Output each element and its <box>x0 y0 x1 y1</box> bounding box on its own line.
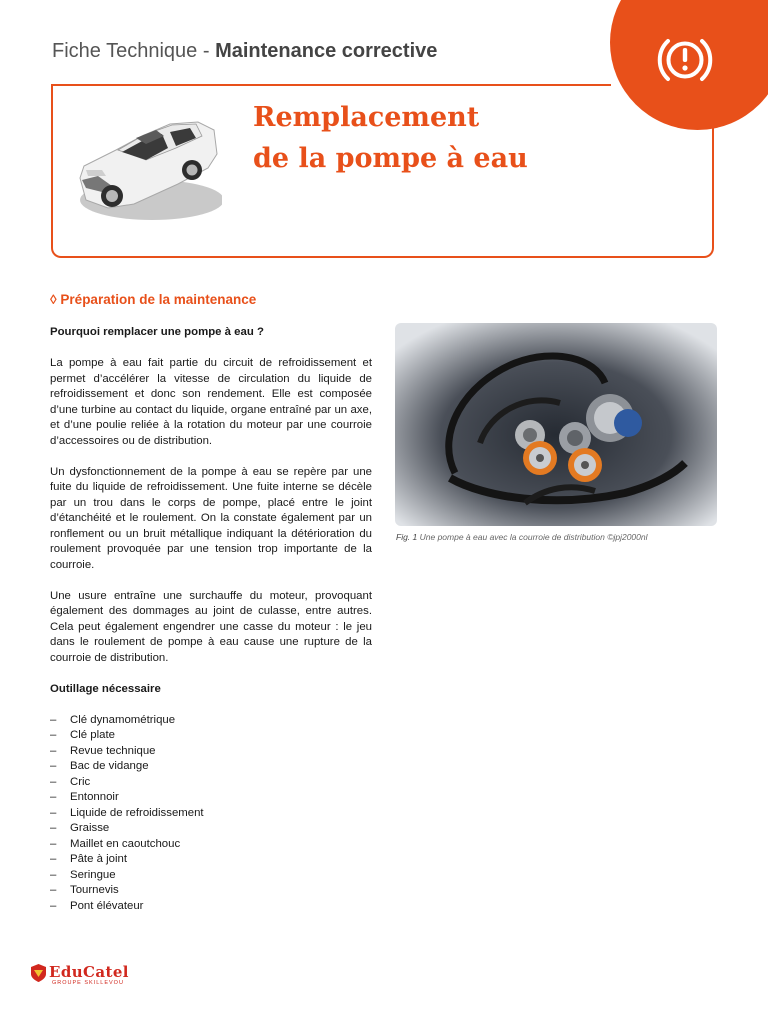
tool-item: – Entonnoir <box>50 790 372 806</box>
tool-item: – Maillet en caoutchouc <box>50 837 372 853</box>
page-title <box>253 97 528 179</box>
header-prefix: Fiche Technique - <box>52 40 216 62</box>
tool-item: – Tournevis <box>50 883 372 899</box>
educatel-logo <box>30 963 129 988</box>
tool-item: – Revue technique <box>50 744 372 760</box>
tools-heading: Outillage nécessaire <box>50 682 161 695</box>
title-line-1: Remplacement <box>253 102 480 133</box>
header-category: Maintenance corrective <box>215 40 438 62</box>
paragraph-2: Un dysfonctionnement de la pompe à eau se repère par une fuite du liquide de refroidissement. Une fuite interne se décèle par un trou dans le corps de pompe, placé entre le joint d’étanchéité et le roulement. On la constate également par un ronflement ou un bruit métallique indiquant la détérioration du roulement provoquée par une tension trop importante de la courroie. <box>50 465 372 571</box>
tool-item: – Pâte à joint <box>50 852 372 868</box>
tool-item: – Graisse <box>50 821 372 837</box>
tools-list <box>50 713 372 915</box>
logo-wordmark: EduCatel <box>49 963 129 981</box>
tool-item: – Cric <box>50 775 372 791</box>
tool-item: – Bac de vidange <box>50 759 372 775</box>
paragraph-1: La pompe à eau fait partie du circuit de refroidissement et permet d’accélérer la vitesse de circulation du liquide de refroidissement et donc son rendement. Elle est composée d’une turbine au contact du liquide, organe entraîné par un axe, et d’une poulie reliée à la rotation du moteur par une courroie d’accessoires ou de distribution. <box>50 357 372 447</box>
water-pump-photo <box>395 323 717 526</box>
figure-caption <box>396 532 648 542</box>
section-heading: ◊ Préparation de la maintenance <box>50 292 257 307</box>
figure-caption-text: Une pompe à eau avec la courroie de distribution ©jpj2000nl <box>417 532 648 542</box>
educatel-emblem-icon <box>30 963 47 983</box>
tool-item: – Liquide de refroidissement <box>50 806 372 822</box>
title-line-2: de la pompe à eau <box>253 143 528 174</box>
question-heading: Pourquoi remplacer une pompe à eau ? <box>50 326 264 338</box>
logo-tagline: GROUPE SKILLEVOU <box>52 980 124 986</box>
document-header <box>52 40 437 63</box>
paragraph-3: Une usure entraîne une surchauffe du moteur, provoquant également des dommages au joint de culasse, entre autres. Cela peut également engendrer une casse du moteur : le jeu dans le roulement de pompe à eau cause une rupture de la courroie de distribution. <box>50 589 372 664</box>
figure-label: Fig. 1 <box>396 532 418 542</box>
tool-item: – Clé dynamométrique <box>50 713 372 729</box>
tool-item: – Pont élévateur <box>50 899 372 915</box>
tool-item: – Seringue <box>50 868 372 884</box>
main-text-column <box>50 325 372 914</box>
car-illustration <box>72 110 222 225</box>
warning-exclamation-icon <box>657 35 713 85</box>
tool-item: – Clé plate <box>50 728 372 744</box>
